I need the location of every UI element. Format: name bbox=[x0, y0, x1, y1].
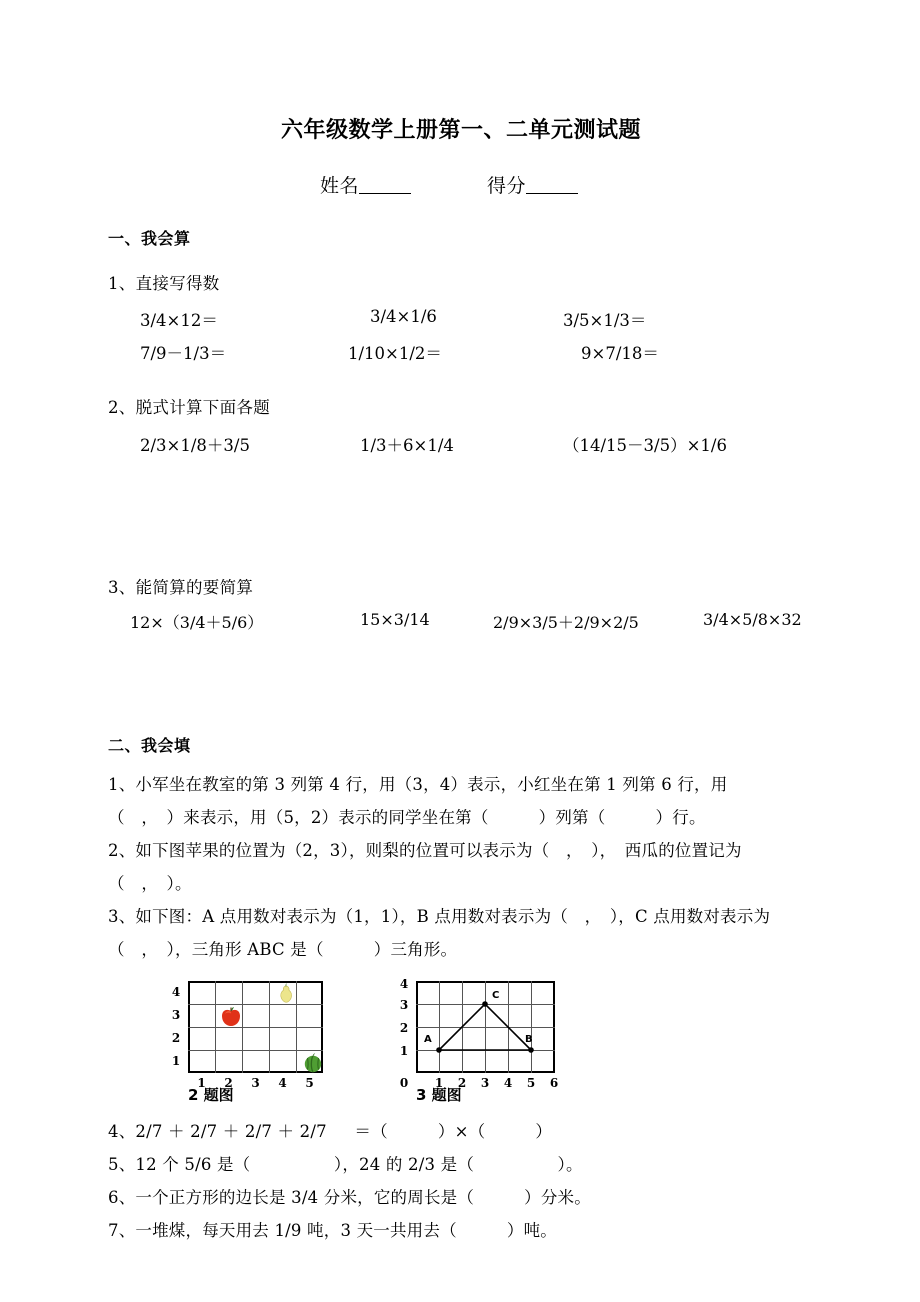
x-axis-label: 1 bbox=[197, 1076, 206, 1091]
work-space-area-2 bbox=[108, 643, 814, 733]
question-1-line-1: 1、小军坐在教室的第 3 列第 4 行，用（3，4）表示，小红坐在第 1 列第 6 行，用 bbox=[108, 775, 728, 795]
expression: 2/9×3/5＋2/9×2/5 bbox=[493, 613, 639, 633]
question-3-line-1: 3、如下图：A 点用数对表示为（1，1），B 点用数对表示为（ ， ），C 点用数对表示为 bbox=[108, 907, 771, 927]
expression: 1/3＋6×1/4 bbox=[360, 436, 454, 456]
point-label-a: A bbox=[424, 1034, 432, 1046]
question-1-line-2: （ ， ）来表示，用（5，2）表示的同学坐在第（ ）列第（ ）行。 bbox=[108, 808, 706, 828]
pear-icon bbox=[275, 983, 297, 1003]
x-axis-label: 2 bbox=[224, 1076, 233, 1091]
question-7: 7、一堆煤，每天用去 1/9 吨，3 天一共用去（ ）吨。 bbox=[108, 1221, 557, 1241]
y-axis-label: 2 bbox=[171, 1031, 181, 1046]
x-axis-label: 5 bbox=[526, 1076, 536, 1091]
question-2-line-1: 2、如下图苹果的位置为（2，3），则梨的位置可以表示为（ ， ）， 西瓜的位置记为 bbox=[108, 841, 742, 861]
question-3-line-2: （ ， ），三角形 ABC 是（ ）三角形。 bbox=[108, 940, 458, 960]
page-title: 六年级数学上册第一、二单元测试题 bbox=[280, 118, 641, 143]
x-axis-label: 3 bbox=[251, 1076, 260, 1091]
item-1-row-1 bbox=[108, 307, 814, 340]
expression: 3/4×12＝ bbox=[140, 311, 218, 331]
expression: 9×7/18＝ bbox=[581, 344, 659, 364]
item-1-label: 1、直接写得数 bbox=[108, 274, 220, 294]
question-5: 5、12 个 5/6 是（ ），24 的 2/3 是（ ）。 bbox=[108, 1155, 583, 1175]
x-axis-label: 6 bbox=[549, 1076, 559, 1091]
grid-line-h bbox=[188, 1027, 323, 1028]
name-blank[interactable] bbox=[359, 178, 411, 194]
figure-3-triangle-grid bbox=[386, 976, 586, 1105]
x-axis-label: 2 bbox=[457, 1076, 467, 1091]
figure-2-fruit-grid bbox=[156, 976, 356, 1105]
name-field[interactable] bbox=[320, 175, 411, 197]
score-blank[interactable] bbox=[526, 178, 578, 194]
x-axis-label: 5 bbox=[305, 1076, 314, 1091]
section-one-heading: 一、我会算 bbox=[108, 229, 191, 249]
header-fields bbox=[108, 171, 814, 198]
expression: （14/15－3/5）×1/6 bbox=[563, 436, 727, 456]
point-label-b: B bbox=[525, 1034, 533, 1046]
item-2-label: 2、脱式计算下面各题 bbox=[108, 398, 270, 418]
grid-line-h bbox=[188, 1050, 323, 1051]
work-space-area bbox=[108, 465, 814, 553]
x-axis-label: 3 bbox=[480, 1076, 490, 1091]
expression: 3/5×1/3＝ bbox=[563, 311, 647, 331]
figure-3-caption: 3 题图 bbox=[416, 1086, 462, 1105]
x-axis-label: 1 bbox=[434, 1076, 444, 1091]
figures-row bbox=[108, 976, 814, 1111]
item-1-row-2 bbox=[108, 340, 814, 373]
section-two-heading: 二、我会填 bbox=[108, 736, 191, 756]
question-6: 6、一个正方形的边长是 3/4 分米，它的周长是（ ）分米。 bbox=[108, 1188, 591, 1208]
document-body bbox=[108, 0, 814, 1247]
x-axis-label: 4 bbox=[503, 1076, 513, 1091]
score-field[interactable] bbox=[487, 175, 578, 197]
y-axis-label: 4 bbox=[171, 985, 181, 1000]
question-4: 4、2/7 ＋ 2/7 ＋ 2/7 ＋ 2/7 ＝（ ）×（ ） bbox=[108, 1122, 553, 1142]
y-axis-label: 2 bbox=[399, 1021, 409, 1036]
x-axis-label: 4 bbox=[278, 1076, 287, 1091]
expression: 2/3×1/8＋3/5 bbox=[140, 436, 250, 456]
expression: 12×（3/4＋5/6） bbox=[130, 613, 264, 633]
expression: 7/9－1/3＝ bbox=[140, 344, 227, 364]
question-2-line-2: （ ， ）。 bbox=[108, 874, 192, 894]
expression: 3/4×5/8×32 bbox=[703, 610, 802, 630]
y-axis-label: 3 bbox=[399, 998, 409, 1013]
item-3-row-1 bbox=[108, 610, 814, 643]
question-1 bbox=[108, 768, 814, 834]
watermelon-icon bbox=[302, 1053, 324, 1073]
question-2 bbox=[108, 834, 814, 900]
y-axis-label: 0 bbox=[399, 1076, 409, 1091]
question-3 bbox=[108, 900, 814, 966]
point-label-c: C bbox=[492, 990, 500, 1002]
expression: 3/4×1/6 bbox=[370, 307, 437, 327]
y-axis-label: 4 bbox=[399, 977, 409, 992]
item-3-label: 3、能简算的要简算 bbox=[108, 578, 254, 598]
y-axis-label: 3 bbox=[171, 1008, 181, 1023]
item-2-row-1 bbox=[108, 432, 814, 465]
score-label: 得分 bbox=[487, 175, 527, 198]
figure-2-caption: 2 题图 bbox=[188, 1086, 234, 1105]
grid-line-h bbox=[188, 1004, 323, 1005]
y-axis-label: 1 bbox=[399, 1044, 409, 1059]
name-label: 姓名 bbox=[320, 175, 360, 198]
expression: 1/10×1/2＝ bbox=[348, 344, 442, 364]
apple-icon bbox=[220, 1007, 242, 1027]
expression: 15×3/14 bbox=[360, 610, 430, 630]
triangle-abc bbox=[416, 981, 561, 1081]
y-axis-label: 1 bbox=[171, 1054, 181, 1069]
